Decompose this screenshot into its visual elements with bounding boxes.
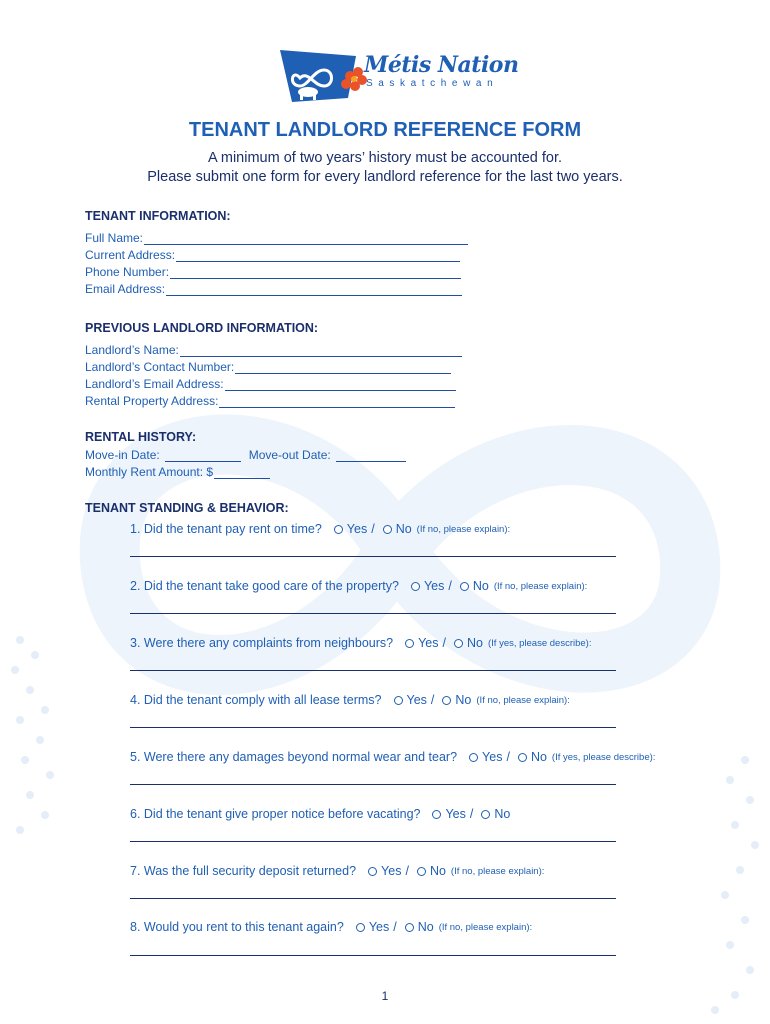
rental-property-address-label: Rental Property Address: <box>85 394 219 408</box>
question-8 <box>130 920 532 934</box>
yes-radio[interactable]: Yes / <box>405 636 446 650</box>
answer-line-1[interactable] <box>130 556 616 557</box>
full-name-line[interactable] <box>144 232 468 245</box>
no-radio[interactable] <box>460 579 489 593</box>
yes-radio[interactable]: Yes / <box>356 920 397 934</box>
answer-line-8[interactable] <box>130 955 616 956</box>
question-text: 6. Did the tenant give proper notice before vacating? <box>130 807 421 821</box>
landlord-email-label: Landlord’s Email Address: <box>85 377 224 391</box>
metis-nation-logo <box>278 46 519 106</box>
yes-label: Yes <box>445 807 466 821</box>
question-note: (If no, please explain): <box>416 523 511 535</box>
rental-history-heading: RENTAL HISTORY: <box>85 430 197 444</box>
move-out-label: Move-out Date: <box>248 448 331 462</box>
phone-number-label: Phone Number: <box>85 265 170 279</box>
radio-icon <box>518 753 527 762</box>
yes-label: Yes <box>368 920 390 934</box>
monthly-rent-field[interactable] <box>85 465 270 479</box>
email-address-line[interactable] <box>166 283 462 296</box>
no-radio[interactable] <box>442 693 471 707</box>
no-label: No <box>417 920 434 934</box>
yes-radio[interactable]: Yes / <box>469 750 510 764</box>
subtitle-line-2: Please submit one form for every landlord reference for the last two years. <box>147 169 623 185</box>
answer-line-2[interactable] <box>130 613 616 614</box>
answer-line-5[interactable] <box>130 784 616 785</box>
monthly-rent-label: Monthly Rent Amount: $ <box>85 465 214 479</box>
email-address-label: Email Address: <box>85 282 166 296</box>
landlord-name-field[interactable] <box>85 343 462 357</box>
no-radio[interactable] <box>405 920 434 934</box>
radio-icon <box>417 867 426 876</box>
answer-line-4[interactable] <box>130 727 616 728</box>
standing-heading: TENANT STANDING & BEHAVIOR: <box>85 501 289 515</box>
move-out-line[interactable] <box>336 449 406 462</box>
yes-label: Yes <box>423 579 445 593</box>
rental-property-address-field[interactable] <box>85 394 455 408</box>
monthly-rent-line[interactable] <box>214 466 270 479</box>
no-label: No <box>530 750 547 764</box>
rental-property-address-line[interactable] <box>219 395 455 408</box>
current-address-field[interactable] <box>85 248 460 262</box>
radio-icon <box>411 582 420 591</box>
no-label: No <box>429 864 446 878</box>
yes-radio[interactable]: Yes / <box>334 522 375 536</box>
answer-line-7[interactable] <box>130 898 616 899</box>
question-note: (If no, please explain): <box>493 580 588 592</box>
landlord-name-label: Landlord’s Name: <box>85 343 179 357</box>
no-radio[interactable] <box>518 750 547 764</box>
move-dates-field[interactable] <box>85 448 406 462</box>
no-label: No <box>472 579 489 593</box>
no-label: No <box>494 807 511 821</box>
logo-emblem-icon <box>278 46 368 106</box>
no-radio[interactable] <box>454 636 483 650</box>
current-address-label: Current Address: <box>85 248 176 262</box>
yes-radio[interactable]: Yes / <box>394 693 435 707</box>
radio-icon <box>368 867 377 876</box>
question-text: 4. Did the tenant comply with all lease terms? <box>130 693 382 707</box>
radio-icon <box>442 696 451 705</box>
phone-number-field[interactable] <box>85 265 461 279</box>
move-in-label: Move-in Date: <box>85 448 160 462</box>
question-text: 1. Did the tenant pay rent on time? <box>130 522 322 536</box>
no-label: No <box>467 636 483 650</box>
logo-subtitle: Saskatchewan <box>366 78 499 89</box>
answer-line-3[interactable] <box>130 670 616 671</box>
question-text: 5. Were there any damages beyond normal wear and tear? <box>130 750 458 764</box>
question-4 <box>130 693 570 707</box>
question-text: 2. Did the tenant take good care of the property? <box>130 579 399 593</box>
question-5 <box>130 750 655 764</box>
yes-radio[interactable]: Yes / <box>432 807 473 821</box>
logo-name: Métis Nation <box>364 52 519 78</box>
question-text: 8. Would you rent to this tenant again? <box>130 920 344 934</box>
no-label: No <box>395 522 412 536</box>
page-title: TENANT LANDLORD REFERENCE FORM <box>188 119 582 141</box>
question-note: (If no, please explain): <box>476 694 570 706</box>
no-radio[interactable] <box>481 807 510 821</box>
radio-icon <box>405 639 414 648</box>
landlord-contact-label: Landlord’s Contact Number: <box>85 360 235 374</box>
question-text: 3. Were there any complaints from neighbours? <box>130 636 394 650</box>
question-6 <box>130 807 510 821</box>
question-note: (If no, please explain): <box>438 921 533 933</box>
page-number: 1 <box>381 989 389 1003</box>
question-7 <box>130 864 544 878</box>
yes-label: Yes <box>482 750 503 764</box>
full-name-label: Full Name: <box>85 231 144 245</box>
landlord-email-field[interactable] <box>85 377 456 391</box>
question-3 <box>130 636 591 650</box>
landlord-contact-field[interactable] <box>85 360 451 374</box>
question-2 <box>130 579 587 593</box>
radio-icon <box>432 810 441 819</box>
radio-icon <box>454 639 463 648</box>
radio-icon <box>394 696 403 705</box>
radio-icon <box>469 753 478 762</box>
question-text: 7. Was the full security deposit returned? <box>130 864 357 878</box>
yes-label: Yes <box>406 693 427 707</box>
question-note: (If yes, please describe): <box>551 751 656 763</box>
current-address-line[interactable] <box>176 249 460 262</box>
no-radio[interactable] <box>417 864 446 878</box>
radio-icon <box>405 923 414 932</box>
question-1 <box>130 522 510 536</box>
radio-icon <box>460 582 469 591</box>
landlord-contact-line[interactable] <box>235 361 451 374</box>
full-name-field[interactable] <box>85 231 468 245</box>
move-in-line[interactable] <box>165 449 241 462</box>
yes-radio[interactable]: Yes / <box>368 864 409 878</box>
email-address-field[interactable] <box>85 282 462 296</box>
landlord-info-heading: PREVIOUS LANDLORD INFORMATION: <box>85 321 319 335</box>
answer-line-6[interactable] <box>130 841 616 842</box>
no-radio[interactable] <box>383 522 412 536</box>
tenant-info-heading: TENANT INFORMATION: <box>85 209 231 223</box>
subtitle-line-1: A minimum of two years’ history must be accounted for. <box>207 150 563 166</box>
yes-radio[interactable]: Yes / <box>411 579 452 593</box>
yes-label: Yes <box>418 636 439 650</box>
radio-icon <box>334 525 343 534</box>
yes-label: Yes <box>381 864 402 878</box>
question-note: (If no, please explain): <box>450 865 545 877</box>
question-note: (If yes, please describe): <box>487 637 592 649</box>
radio-icon <box>383 525 392 534</box>
landlord-name-line[interactable] <box>180 344 462 357</box>
radio-icon <box>356 923 365 932</box>
no-label: No <box>455 693 472 707</box>
radio-icon <box>481 810 490 819</box>
landlord-email-line[interactable] <box>225 378 456 391</box>
phone-number-line[interactable] <box>170 266 461 279</box>
yes-label: Yes <box>346 522 368 536</box>
